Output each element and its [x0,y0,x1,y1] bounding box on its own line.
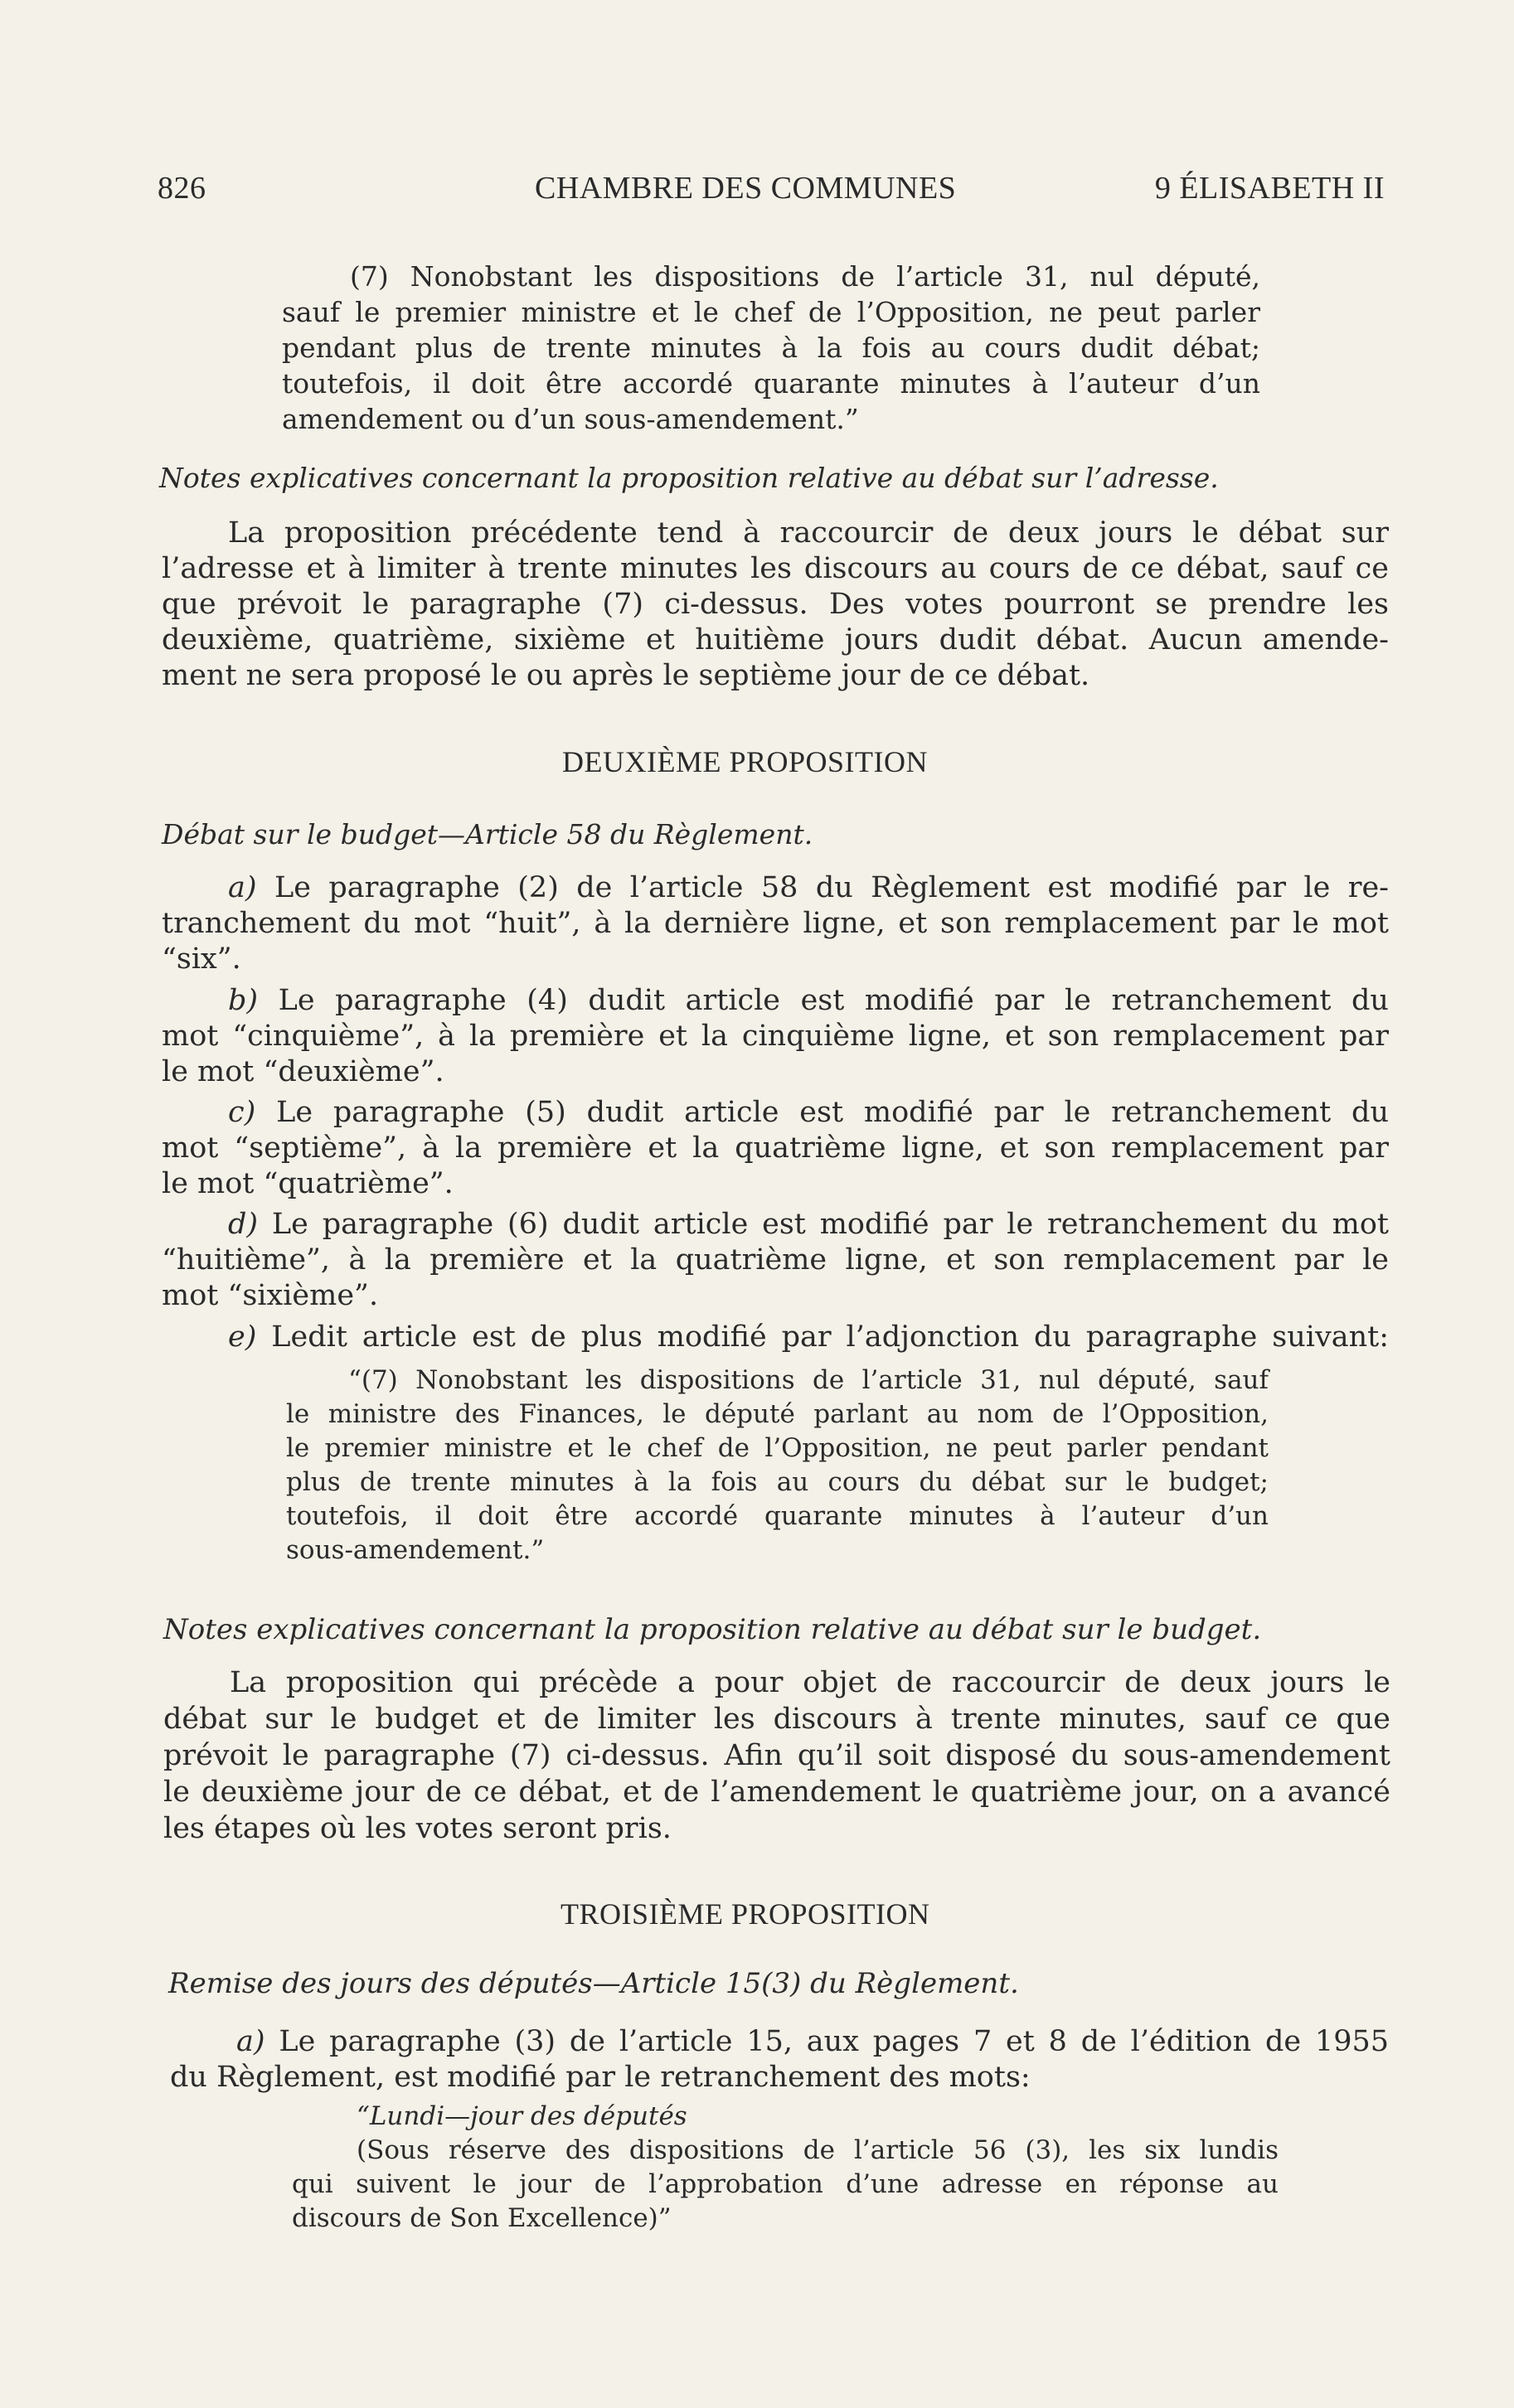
text-line: débat sur le budget et de limiter les discours à trente minutes, sauf ce que [163,1703,1390,1736]
item-marker: e) [228,1320,257,1354]
text-line: qui suivent le jour de l’approbation d’une adresse en réponse au [292,2169,1279,2199]
item-text: Ledit article est de plus modifié par l’adjonction du paragraphe suivant: [271,1320,1389,1354]
item-marker: a) [236,2025,265,2058]
text-line [162,1207,1389,1243]
jours-title [168,1966,1246,2002]
text-line: Notes explicatives concernant la proposition relative au débat sur l’adresse. [159,462,1219,494]
text-line: La proposition précédente tend à raccourcir de deux jours le débat sur [228,516,1389,550]
text-line: le mot “quatrième”. [162,1167,454,1200]
text-line: (7) Nonobstant les dispositions de l’article 31, nul député, [350,260,1260,293]
budget-item-e [162,1320,1389,1355]
text-line: (Sous réserve des dispositions de l’article 56 (3), les six lundis [357,2135,1279,2165]
text-line: plus de trente minutes à la fois au cours du débat sur le budget; [286,1467,1269,1497]
text-line [162,1095,1389,1131]
text-line: l’adresse et à limiter à trente minutes les discours au cours de ce débat, sauf ce [162,552,1389,585]
item-text: Le paragraphe (5) dudit article est modifié par le retranchement du [276,1096,1389,1129]
notes-budget-body [163,1664,1390,1847]
text-line: “six”. [162,942,241,976]
text-line: les étapes où les votes seront pris. [163,1812,672,1845]
text-line: “(7) Nonobstant les dispositions de l’article 31, nul député, sauf [348,1365,1269,1395]
text-line: le deuxième jour de ce débat, et de l’amendement le quatrième jour, on a avancé [163,1776,1390,1809]
text-line: le premier ministre et le chef de l’Opposition, ne peut parler pendant [286,1433,1269,1463]
text-line [162,870,1389,906]
text-line: Débat sur le budget—Article 58 du Règlement. [162,818,813,850]
item-marker: a) [228,871,257,904]
text-line: amendement ou d’un sous-amendement.” [282,403,859,435]
text-line: toutefois, il doit être accordé quarante minutes à l’auteur d’un [286,1501,1269,1531]
item-marker: d) [228,1208,259,1241]
text-line: toutefois, il doit être accordé quarante minutes à l’auteur d’un [282,367,1260,400]
notes-adresse-title [159,460,1337,496]
budget-title [162,816,1157,852]
text-line [162,983,1389,1019]
item-marker: c) [228,1096,256,1129]
text-line: ment ne sera proposé le ou après le septième jour de ce débat. [162,659,1090,692]
page-number: 826 [158,171,206,206]
item-text: Le paragraphe (4) dudit article est modifié par le retranchement du [278,984,1389,1017]
text-line: le mot “deuxième”. [162,1055,444,1088]
text-line: sauf le premier ministre et le chef de l’Opposition, ne peut parler [282,296,1260,328]
text-line: tranchement du mot “huit”, à la dernière ligne, et son remplacement par le mot [162,907,1389,940]
item-marker: b) [228,984,259,1017]
header-regnal-year: 9 ÉLISABETH II [1154,171,1385,206]
text-line: du Règlement, est modifié par le retranchement des mots: [170,2061,1031,2094]
item-text: Le paragraphe (6) dudit article est modifié par le retranchement du mot [271,1208,1389,1241]
budget-item-c [162,1095,1389,1202]
text-line: discours de Son Excellence)” [292,2203,672,2233]
notes-adresse-body [162,516,1389,694]
text-line: mot “septième”, à la première et la quatrième ligne, et son remplacement par [162,1131,1389,1165]
budget-item-a [162,870,1389,977]
header-title: CHAMBRE DES COMMUNES [535,171,957,206]
text-line: mot “cinquième”, à la première et la cinquième ligne, et son remplacement par [162,1020,1389,1053]
text-line: pendant plus de trente minutes à la fois au cours dudit débat; [282,332,1260,364]
budget-item-d [162,1207,1389,1314]
running-header [158,170,1385,211]
lundi-title: “Lundi—jour des députés [357,2101,687,2131]
text-line: La proposition qui précède a pour objet de raccourcir de deux jours le [230,1666,1390,1699]
paragraph-7-quote [282,259,1260,437]
text-line: deuxième, quatrième, sixième et huitième jours dudit débat. Aucun amende- [162,623,1389,657]
text-line: que prévoit le paragraphe (7) ci-dessus. Des votes pourront se prendre les [162,588,1389,621]
text-line: Remise des jours des députés—Article 15(3) du Règlement. [168,1967,1019,2000]
section-heading-troisieme: TROISIÈME PROPOSITION [560,1897,930,1931]
text-line: Notes explicatives concernant la proposition relative au débat sur le budget. [163,1613,1262,1646]
notes-budget-title [163,1612,1357,1648]
budget-item-b [162,983,1389,1090]
text-line: mot “sixième”. [162,1279,379,1312]
text-line: “huitième”, à la première et la quatrième ligne, et son remplacement par le [162,1243,1389,1277]
budget-quote [286,1364,1269,1567]
text-line: le ministre des Finances, le député parlant au nom de l’Opposition, [286,1399,1269,1429]
item-text: Le paragraphe (3) de l’article 15, aux pages 7 et 8 de l’édition de 1955 [279,2025,1389,2058]
item-text: Le paragraphe (2) de l’article 58 du Règlement est modifié par le re- [274,871,1389,904]
jours-item-a [170,2024,1389,2095]
text-line: prévoit le paragraphe (7) ci-dessus. Afin qu’il soit disposé du sous-amendement [163,1739,1390,1772]
section-heading-deuxieme: DEUXIÈME PROPOSITION [562,745,928,778]
text-line [170,2024,1389,2060]
text-line: sous-amendement.” [286,1535,545,1565]
text-line [162,1320,1389,1355]
lundi-quote [292,2100,1279,2236]
